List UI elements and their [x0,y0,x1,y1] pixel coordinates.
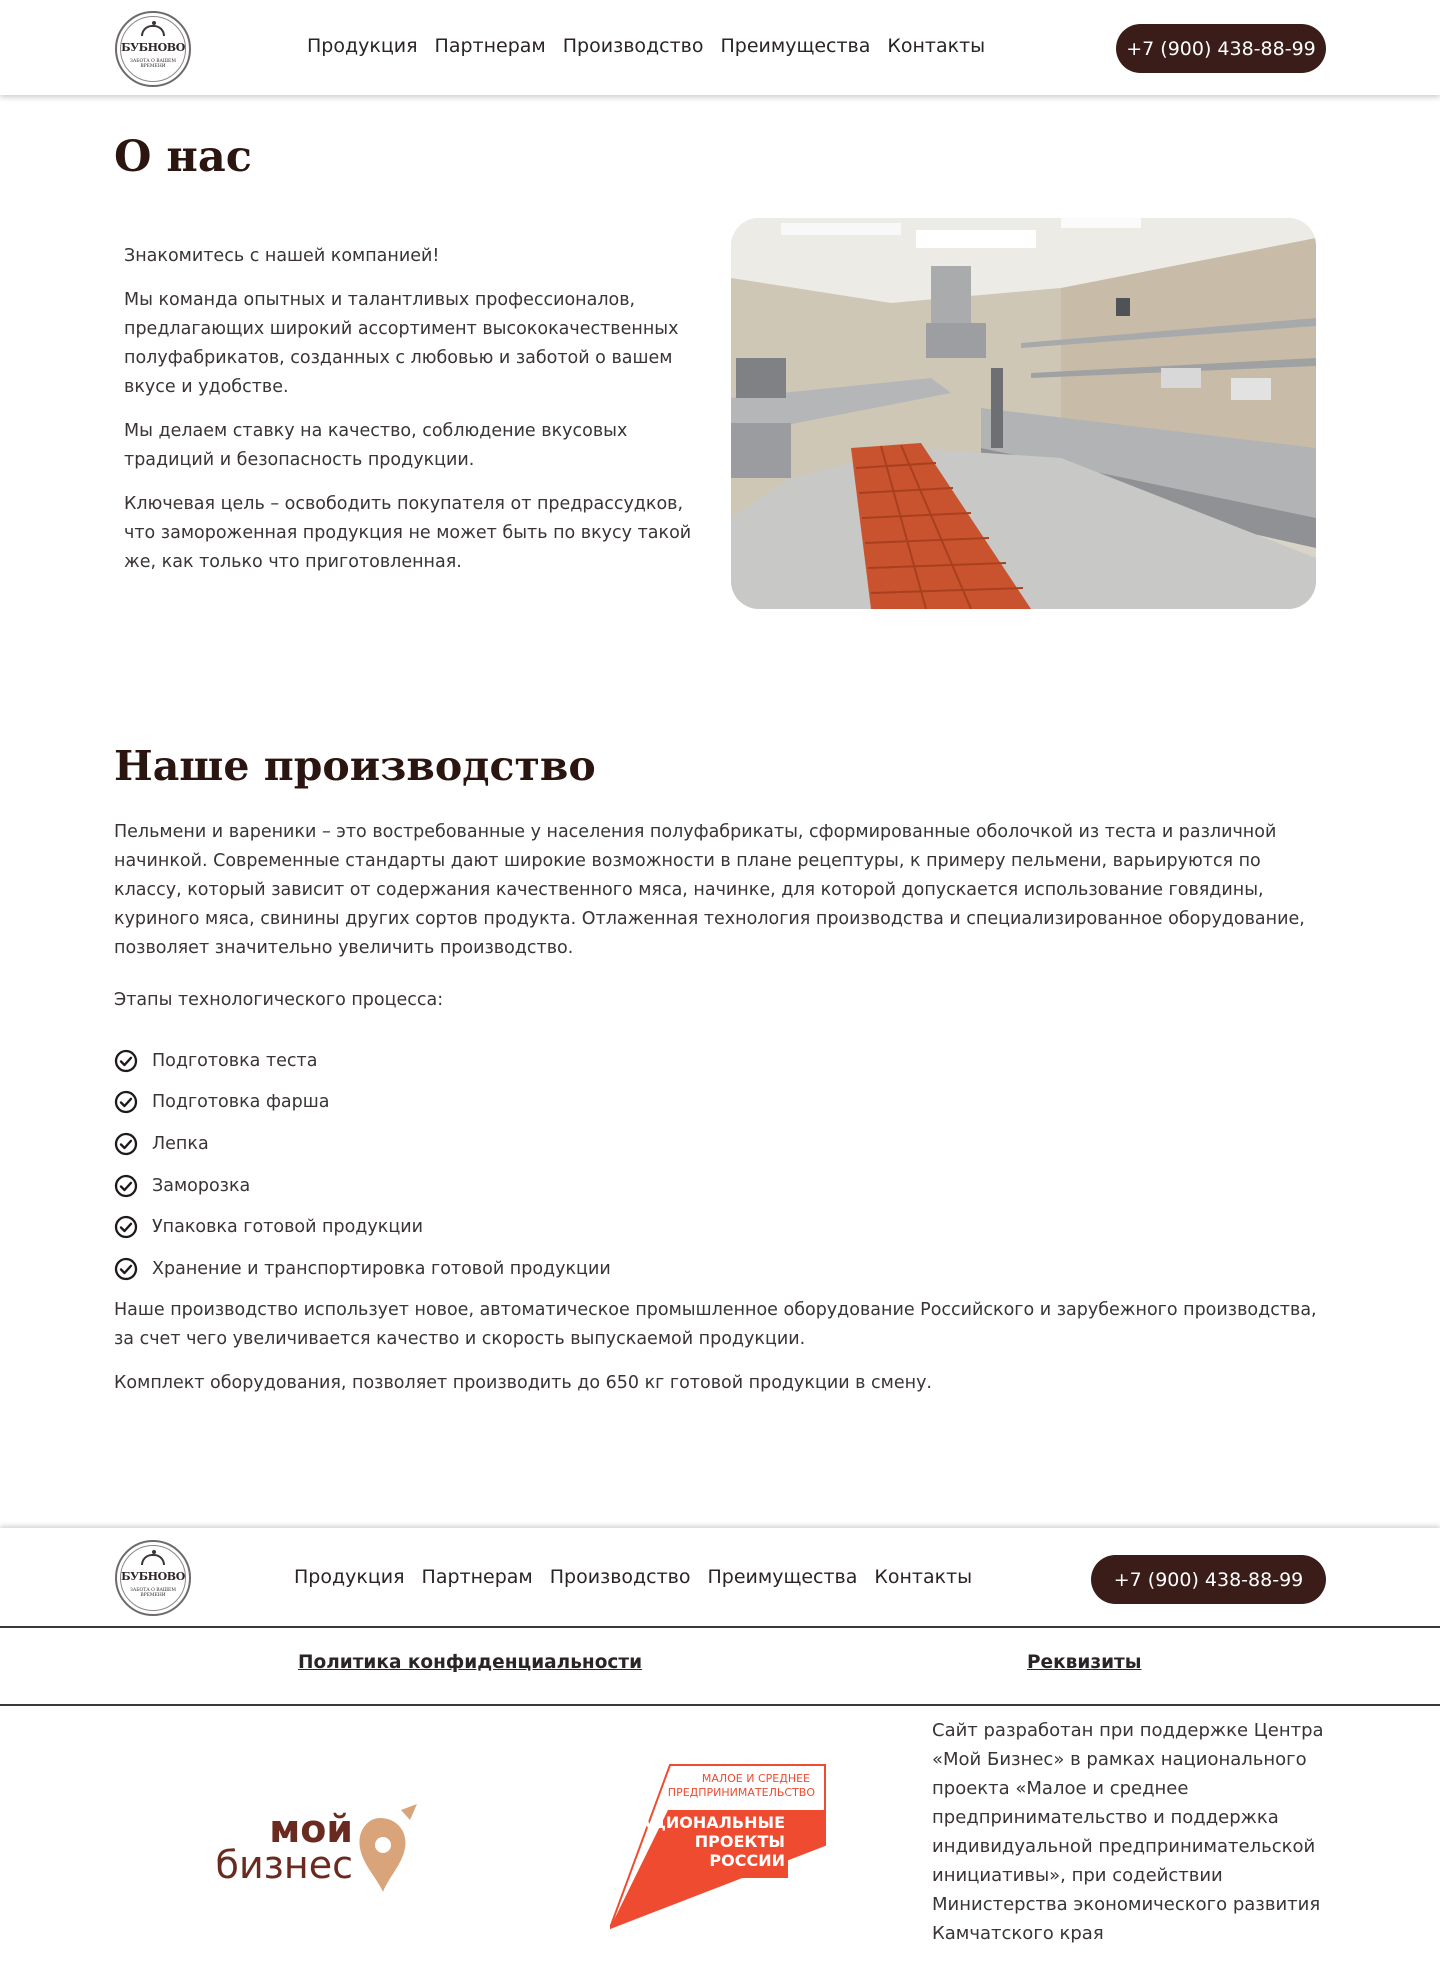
kitchen-photo [731,218,1316,609]
check-circle-icon [114,1257,138,1281]
brand-name: БУБНОВО [121,1570,185,1583]
footer-nav-item-contacts[interactable]: Контакты [874,1566,973,1588]
np-line-3: РОССИИ [709,1851,785,1870]
about-paragraph: Знакомитесь с нашей компанией! [124,246,440,266]
phone-button[interactable]: +7 (900) 438-88-99 [1116,24,1326,73]
production-intro [114,818,1329,963]
stage-label: Подготовка теста [152,1050,318,1071]
production-closing-text: Наше производство использует новое, автоматическое промышленное оборудование Российского и зарубежного производства, за счет чего увеличивается качество и скорость выпускаемой продукции. [114,1300,1317,1349]
rocket-pin-icon [359,1804,417,1892]
moy-biznes-word-biznes: бизнес [215,1843,353,1887]
about-paragraph: Мы команда опытных и талантливых профессионалов, предлагающих широкий ассортимент высококачественных полуфабрикатов, созданных с любовью и заботой о вашем вкусе и удобстве. [124,290,679,397]
stage-label: Хранение и транспортировка готовой продукции [152,1258,611,1279]
site-header [0,0,1440,95]
main-nav [307,35,985,57]
brand-logo[interactable] [115,11,191,87]
list-item [114,1248,611,1290]
footer-nav-bar [0,1528,1440,1626]
np-line-2: ПРОЕКТЫ [694,1832,785,1851]
production-intro-text: Пельмени и вареники – это востребованные у населения полуфабрикаты, сформированные оболочкой из теста и различной начинкой. Современные стандарты дают широкие возможности в плане рецептуры, к примеру пельмени, варьируются по классу, который зависит от содержания качественного мяса, начинке, для которой допускается использование говядины, куриного мяса, свинины других сортов продукта. Отлаженная технология производства и специализированное оборудование, позволяет значительно увеличить производство. [114,822,1305,958]
moy-biznes-word-moy: мой [269,1807,353,1851]
about-paragraph: Мы делаем ставку на качество, соблюдение вкусовых традиций и безопасность продукции. [124,421,628,470]
check-circle-icon [114,1132,138,1156]
nav-item-contacts[interactable]: Контакты [887,35,986,57]
about-text [124,242,696,592]
list-item [114,1206,611,1248]
check-circle-icon [114,1090,138,1114]
np-line-1: НАЦИОНАЛЬНЫЕ [625,1813,785,1832]
check-circle-icon [114,1049,138,1073]
production-closing [114,1296,1329,1413]
privacy-policy-link[interactable]: Политика конфиденциальности [298,1652,643,1673]
stages-list [114,1040,611,1290]
np-top-line-1: МАЛОЕ И СРЕДНЕЕ [701,1772,810,1785]
list-item [114,1040,611,1082]
stages-title: Этапы технологического процесса: [114,990,444,1010]
about-paragraph: Ключевая цель – освободить покупателя от предрассудков, что замороженная продукция не может быть по вкусу такой же, как только что приготовленная. [124,494,692,572]
footer-nav [294,1566,972,1588]
brand-name: БУБНОВО [121,41,185,54]
footer-nav-item-products[interactable]: Продукция [294,1566,405,1588]
nav-item-advantages[interactable]: Преимущества [720,35,871,57]
check-circle-icon [114,1174,138,1198]
national-projects-logo [610,1760,830,1930]
nav-item-products[interactable]: Продукция [307,35,418,57]
brand-tagline: ЗАБОТА О ВАШЕМ ВРЕМЕНИ [130,59,176,69]
list-item [114,1165,611,1207]
about-title: О нас [114,132,252,182]
stage-label: Лепка [152,1133,209,1154]
list-item [114,1082,611,1124]
footer-phone-button[interactable]: +7 (900) 438-88-99 [1091,1555,1326,1604]
footer-divider [0,1704,1440,1706]
brand-tagline: ЗАБОТА О ВАШЕМ ВРЕМЕНИ [130,1588,176,1598]
check-circle-icon [114,1215,138,1239]
stage-label: Упаковка готовой продукции [152,1217,423,1238]
list-item [114,1123,611,1165]
support-credit-text: Сайт разработан при поддержке Центра «Мой Бизнес» в рамках национального проекта «Малое и среднее предпринимательство и поддержка индивидуальной предпринимательской инициативы», при содействии Министерства экономического развития Камчатского края [932,1720,1324,1944]
production-closing-text: Комплект оборудования, позволяет производить до 650 кг готовой продукции в смену. [114,1373,932,1393]
nav-item-production[interactable]: Производство [562,35,704,57]
requisites-link[interactable]: Реквизиты [1027,1652,1142,1673]
stage-label: Заморозка [152,1175,251,1196]
footer-brand-logo[interactable] [115,1540,191,1616]
production-title: Наше производство [114,742,596,790]
footer-divider [0,1626,1440,1628]
footer-nav-item-production[interactable]: Производство [549,1566,691,1588]
footer-nav-item-advantages[interactable]: Преимущества [707,1566,858,1588]
np-top-line-2: ПРЕДПРИНИМАТЕЛЬСТВО [667,1786,815,1799]
support-credit [932,1716,1332,1948]
footer-nav-item-partners[interactable]: Партнерам [421,1566,533,1588]
moy-biznes-logo [205,1790,435,1900]
stage-label: Подготовка фарша [152,1092,330,1113]
nav-item-partners[interactable]: Партнерам [434,35,546,57]
